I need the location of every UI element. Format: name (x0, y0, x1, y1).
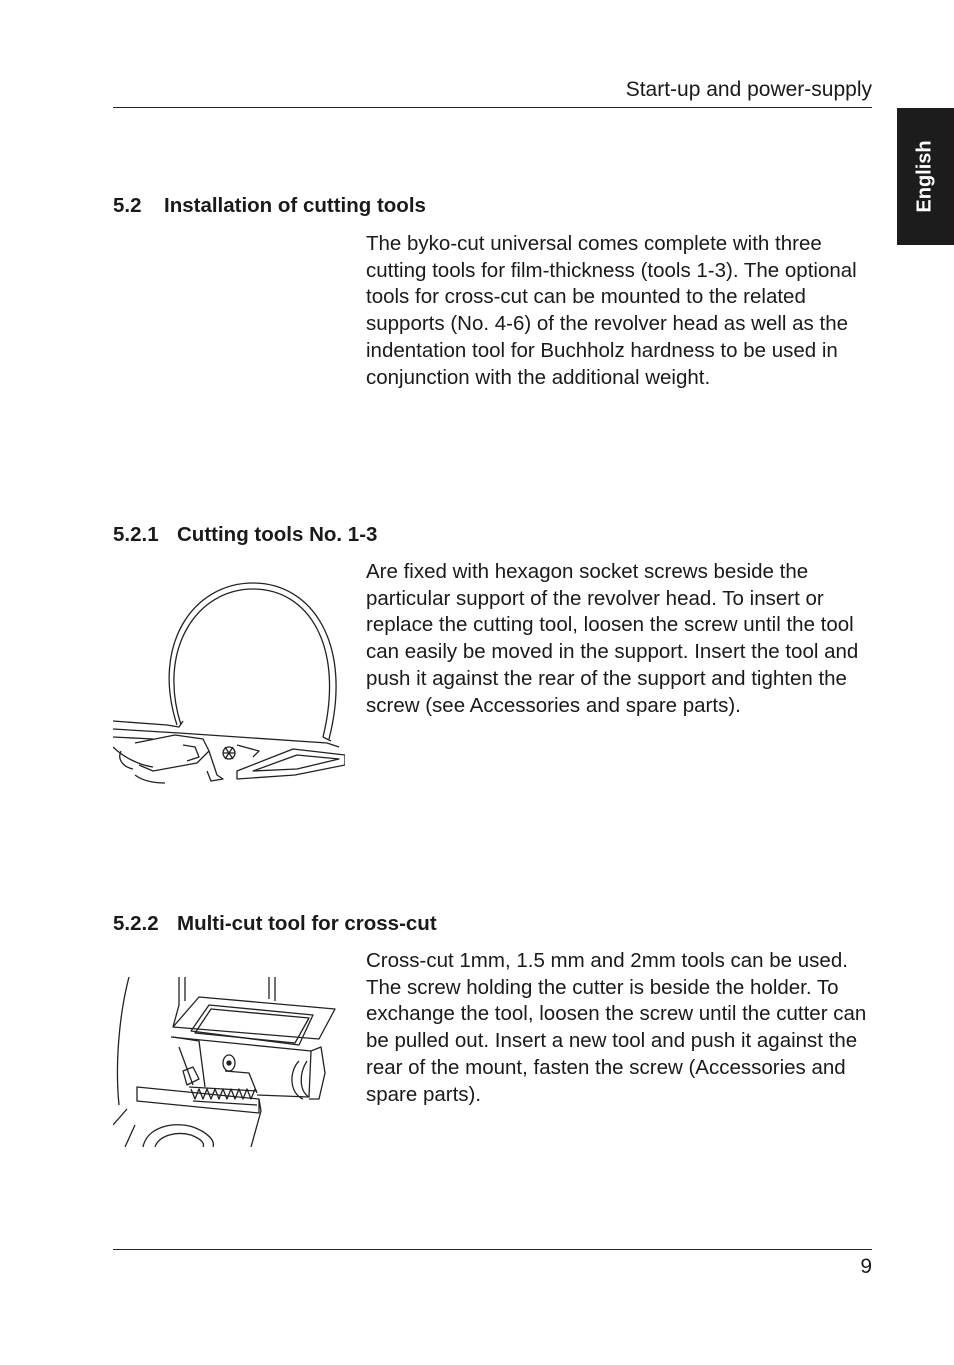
section-title: Installation of cutting tools (164, 194, 426, 217)
section-heading-5-2-1 (113, 523, 377, 547)
section-number: 5.2.1 (113, 523, 159, 546)
section-title: Cutting tools No. 1-3 (177, 523, 378, 546)
footer-rule (113, 1249, 872, 1250)
section-number: 5.2 (113, 194, 142, 217)
language-tab-label: English (914, 140, 937, 213)
cross-cut-tool-illustration (113, 975, 341, 1147)
header-rule (113, 107, 872, 108)
language-tab (897, 108, 954, 245)
section-number: 5.2.2 (113, 912, 159, 935)
page-number: 9 (860, 1255, 872, 1278)
section-title: Multi-cut tool for cross-cut (177, 912, 437, 935)
running-header: Start-up and power-supply (625, 78, 872, 101)
section-5-2-1-text: Are fixed with hexagon socket screws beside the particular support of the revolver head. To insert or replace the cutting tool, loosen the screw until the tool can easily be moved in the support. Insert the tool and push it against the rear of the support and tighten the screw (see Accessories and spare parts). (366, 560, 859, 717)
cutting-tool-illustration (113, 575, 345, 785)
section-5-2-2-text: Cross-cut 1mm, 1.5 mm and 2mm tools can be used. The screw holding the cutter is beside the holder. To exchange the tool, loosen the screw until the cutter can be pulled out. Insert a new tool and push it against the rear of the mount, fasten the screw (Accessories and spare parts). (366, 949, 867, 1106)
section-5-2-text: The byko-cut universal comes complete with three cutting tools for film-thickness (tools 1-3). The optional tools for cross-cut can be mounted to the related supports (No. 4-6) of the revolver head as well as the indentation tool for Buchholz hardness to be used in conjunction with the additional weight. (366, 232, 857, 389)
section-heading-5-2 (113, 194, 426, 218)
section-heading-5-2-2 (113, 912, 437, 936)
